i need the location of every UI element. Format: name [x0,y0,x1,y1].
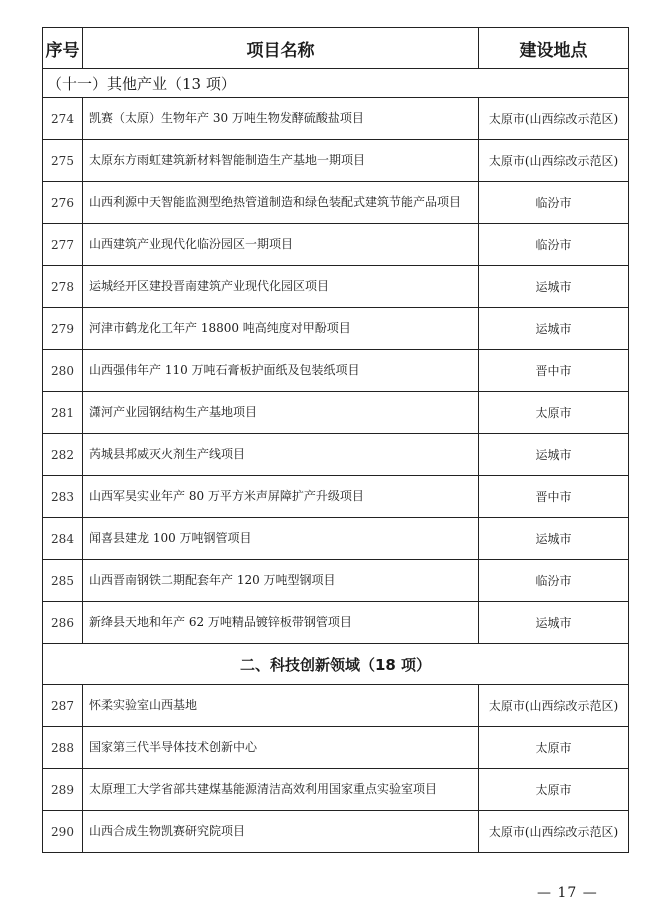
row-number: 290 [43,811,83,853]
table-row [43,434,629,476]
project-name: 太原东方雨虹建筑新材料智能制造生产基地一期项目 [83,140,479,182]
table-row [43,727,629,769]
table-row [43,476,629,518]
section-title: （十一）其他产业（13 项） [43,69,629,98]
table-row [43,182,629,224]
project-location: 晋中市 [479,476,629,518]
row-number: 282 [43,434,83,476]
section-title: 二、科技创新领域（18 项） [43,644,629,685]
project-location: 太原市 [479,392,629,434]
project-location: 运城市 [479,308,629,350]
header-location: 建设地点 [479,28,629,69]
project-location: 太原市(山西综改示范区) [479,140,629,182]
project-name: 河津市鹤龙化工年产 18800 吨高纯度对甲酚项目 [83,308,479,350]
row-number: 281 [43,392,83,434]
row-number: 280 [43,350,83,392]
table-row [43,769,629,811]
row-number: 288 [43,727,83,769]
project-name: 太原理工大学省部共建煤基能源清洁高效利用国家重点实验室项目 [83,769,479,811]
project-name: 芮城县邦威灭火剂生产线项目 [83,434,479,476]
project-location: 运城市 [479,266,629,308]
table-row [43,140,629,182]
row-number: 275 [43,140,83,182]
project-name: 潇河产业园钢结构生产基地项目 [83,392,479,434]
row-number: 287 [43,685,83,727]
table-row [43,308,629,350]
project-table [42,27,629,853]
project-location: 太原市(山西综改示范区) [479,811,629,853]
table-row [43,224,629,266]
row-number: 276 [43,182,83,224]
table-row [43,266,629,308]
table-row [43,602,629,644]
project-name: 山西利源中天智能监测型绝热管道制造和绿色装配式建筑节能产品项目 [83,182,479,224]
row-number: 277 [43,224,83,266]
project-name: 凯赛（太原）生物年产 30 万吨生物发酵硫酸盐项目 [83,98,479,140]
project-location: 太原市 [479,727,629,769]
project-location: 运城市 [479,434,629,476]
table-row [43,518,629,560]
table-row [43,392,629,434]
project-name: 山西建筑产业现代化临汾园区一期项目 [83,224,479,266]
project-location: 临汾市 [479,182,629,224]
row-number: 289 [43,769,83,811]
table-row [43,811,629,853]
row-number: 286 [43,602,83,644]
project-name: 山西军昊实业年产 80 万平方米声屏障扩产升级项目 [83,476,479,518]
project-location: 运城市 [479,602,629,644]
table-row [43,98,629,140]
table-header [43,28,629,69]
header-name: 项目名称 [83,28,479,69]
table-row [43,685,629,727]
row-number: 285 [43,560,83,602]
project-location: 临汾市 [479,560,629,602]
row-number: 284 [43,518,83,560]
project-location: 太原市 [479,769,629,811]
row-number: 279 [43,308,83,350]
project-location: 太原市(山西综改示范区) [479,98,629,140]
project-name: 山西强伟年产 110 万吨石膏板护面纸及包装纸项目 [83,350,479,392]
project-name: 闻喜县建龙 100 万吨钢管项目 [83,518,479,560]
section-row-other-industry [43,69,629,98]
row-number: 283 [43,476,83,518]
page-number: — 17 — [537,885,598,901]
project-location: 晋中市 [479,350,629,392]
row-number: 274 [43,98,83,140]
project-name: 国家第三代半导体技术创新中心 [83,727,479,769]
header-no: 序号 [43,28,83,69]
project-location: 临汾市 [479,224,629,266]
project-location: 太原市(山西综改示范区) [479,685,629,727]
project-name: 新绛县天地和年产 62 万吨精品镀锌板带钢管项目 [83,602,479,644]
project-location: 运城市 [479,518,629,560]
section-row-tech-innovation [43,644,629,685]
row-number: 278 [43,266,83,308]
project-name: 山西合成生物凯赛研究院项目 [83,811,479,853]
project-name: 运城经开区建投晋南建筑产业现代化园区项目 [83,266,479,308]
project-name: 怀柔实验室山西基地 [83,685,479,727]
table-row [43,350,629,392]
table-row [43,560,629,602]
project-name: 山西晋南钢铁二期配套年产 120 万吨型钢项目 [83,560,479,602]
